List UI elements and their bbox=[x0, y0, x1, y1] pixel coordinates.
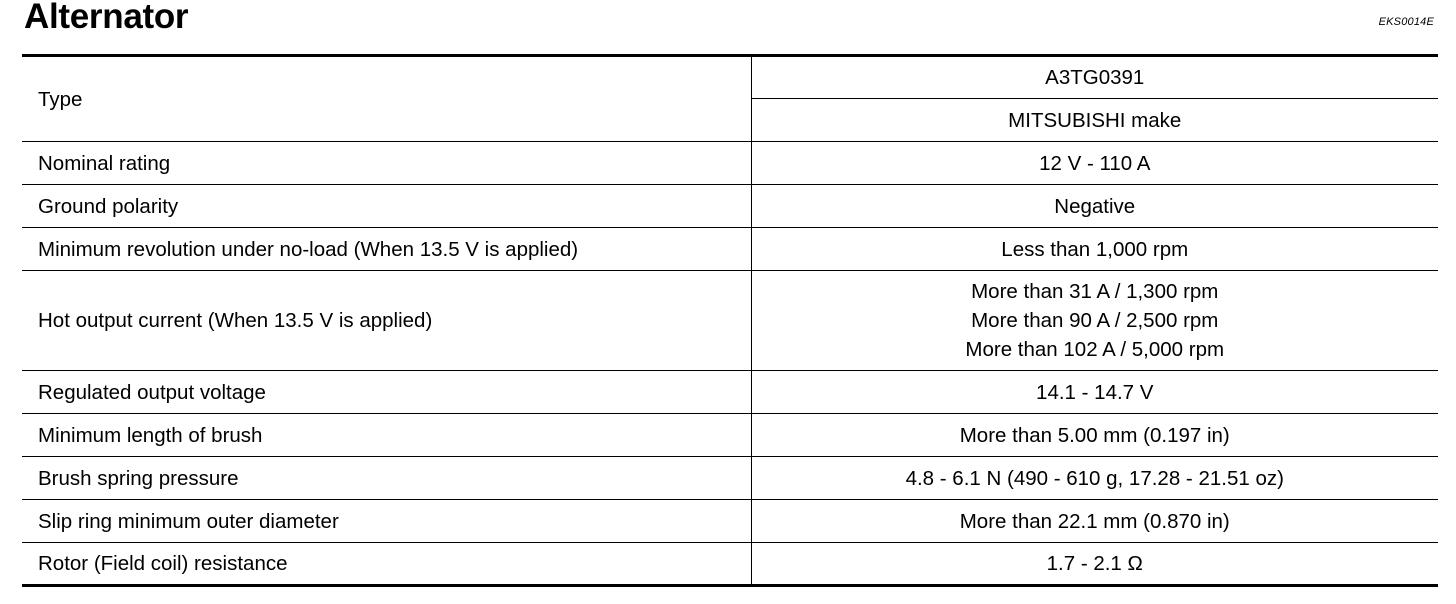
row-value-line: More than 31 A / 1,300 rpm bbox=[971, 280, 1219, 303]
table-row bbox=[22, 414, 1438, 457]
row-value-line: More than 90 A / 2,500 rpm bbox=[971, 309, 1219, 332]
table-row bbox=[22, 271, 1438, 371]
table-row bbox=[22, 142, 1438, 185]
row-value: More than 5.00 mm (0.197 in) bbox=[751, 414, 1438, 457]
row-value-type-make: MITSUBISHI make bbox=[751, 99, 1438, 142]
row-value-line: More than 102 A / 5,000 rpm bbox=[965, 338, 1225, 361]
row-value: 1.7 - 2.1 Ω bbox=[751, 543, 1438, 586]
row-value: Less than 1,000 rpm bbox=[751, 228, 1438, 271]
table-row bbox=[22, 56, 1438, 99]
table-row bbox=[22, 185, 1438, 228]
table-row bbox=[22, 371, 1438, 414]
row-label: Slip ring minimum outer diameter bbox=[22, 500, 751, 543]
table-row bbox=[22, 228, 1438, 271]
row-label: Ground polarity bbox=[22, 185, 751, 228]
row-label: Nominal rating bbox=[22, 142, 751, 185]
row-label: Brush spring pressure bbox=[22, 457, 751, 500]
row-label: Rotor (Field coil) resistance bbox=[22, 543, 751, 586]
row-value: 12 V - 110 A bbox=[751, 142, 1438, 185]
row-label: Minimum revolution under no-load (When 13.5 V is applied) bbox=[22, 228, 751, 271]
row-value: 4.8 - 6.1 N (490 - 610 g, 17.28 - 21.51 oz) bbox=[751, 457, 1438, 500]
row-value: 14.1 - 14.7 V bbox=[751, 371, 1438, 414]
row-label-type: Type bbox=[22, 56, 751, 142]
row-value-multiline bbox=[751, 271, 1438, 371]
table-row bbox=[22, 500, 1438, 543]
table-row bbox=[22, 543, 1438, 586]
row-value: Negative bbox=[751, 185, 1438, 228]
table-row bbox=[22, 457, 1438, 500]
row-label: Minimum length of brush bbox=[22, 414, 751, 457]
row-label: Regulated output voltage bbox=[22, 371, 751, 414]
row-value-type-model: A3TG0391 bbox=[1045, 66, 1145, 89]
row-value: More than 22.1 mm (0.870 in) bbox=[751, 500, 1438, 543]
page-title: Alternator bbox=[24, 0, 189, 36]
row-label: Hot output current (When 13.5 V is applied) bbox=[22, 271, 751, 371]
alternator-spec-table bbox=[22, 54, 1438, 587]
document-code: EKS0014E bbox=[1378, 16, 1434, 28]
